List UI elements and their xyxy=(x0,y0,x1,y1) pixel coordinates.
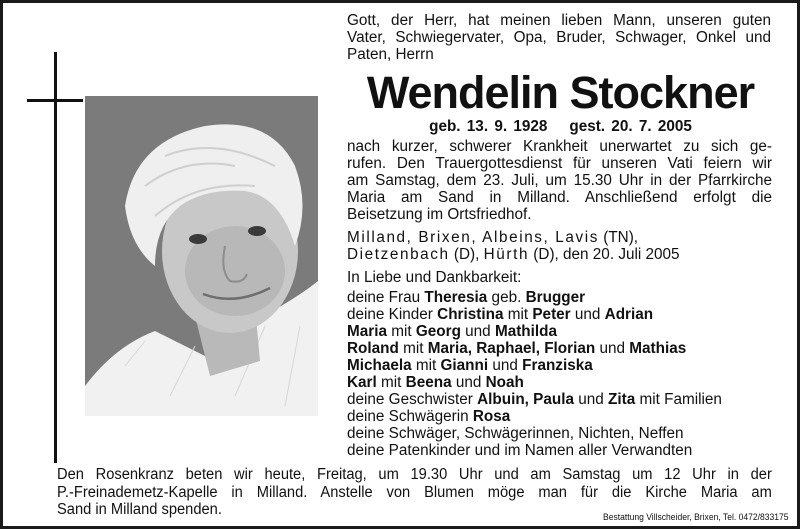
family-member-name: Karl xyxy=(347,374,377,391)
intro-text xyxy=(347,12,771,63)
family-relation-text: deine Kinder xyxy=(347,306,438,323)
places-hurth: Hürth xyxy=(483,246,530,263)
family-relation-text: und xyxy=(451,374,486,391)
family-member-name: Albuin, Paula xyxy=(477,391,574,408)
family-relation-text: mit xyxy=(411,357,441,374)
family-relation-text: und xyxy=(488,357,523,374)
family-member-name: Rosa xyxy=(472,408,511,425)
life-dates xyxy=(348,118,773,136)
family-member-row xyxy=(347,289,787,306)
family-member-row xyxy=(347,340,787,357)
footer-line: Den Rosenkranz beten wir heute, Freitag, um 19.30 Uhr und am Samstag um 12 Uhr in der xyxy=(57,466,772,483)
announcement-line: Maria am Sand in Milland. Anschließend erfolgt die xyxy=(347,189,772,206)
footer-text xyxy=(57,466,773,519)
family-relation-text: und xyxy=(573,391,609,408)
notice-date: (D), den 20. Juli 2005 xyxy=(529,246,680,263)
family-member-name: Maria, Raphael, Florian xyxy=(427,340,596,357)
family-member-name: Franziska xyxy=(522,357,593,374)
announcement-text xyxy=(347,138,772,223)
family-relation-text: mit xyxy=(386,323,416,340)
announcement-line: Beisetzung im Ortsfriedhof. xyxy=(347,206,532,223)
family-relation-text: und xyxy=(570,306,605,323)
family-member-name: Gianni xyxy=(440,357,489,374)
cross-icon-vertical xyxy=(54,52,57,463)
family-member-name: Michaela xyxy=(347,357,412,374)
intro-line: Vater, Schwiegervater, Opa, Bruder, Schwager, Onkel und xyxy=(347,29,771,46)
family-member-row xyxy=(347,357,787,374)
deceased-name: Wendelin Stockner xyxy=(366,67,755,118)
family-member-row xyxy=(347,306,787,323)
family-member-name: Brugger xyxy=(525,289,586,306)
family-member-name: Theresia xyxy=(424,289,488,306)
family-relation-text: mit xyxy=(398,340,428,357)
intro-line: Paten, Herrn xyxy=(347,46,434,63)
family-member-name: Peter xyxy=(532,306,571,323)
family-relation-text: und xyxy=(595,340,630,357)
family-rows xyxy=(347,289,787,459)
family-member-row xyxy=(347,442,787,459)
family-list xyxy=(347,269,787,459)
places-line-1: Milland, Brixen, Albeins, Lavis xyxy=(347,229,599,246)
places-line-2: Dietzenbach xyxy=(347,246,450,263)
family-relation-text: mit xyxy=(376,374,406,391)
family-member-row xyxy=(347,408,787,425)
family-member-row xyxy=(347,425,787,442)
announcement-line: rufen. Den Trauergottesdienst für unseren Vati feiern wir xyxy=(347,155,772,172)
family-relation-text: deine Schwäger, Schwägerinnen, Nichten, Neffen xyxy=(347,425,684,442)
family-member-name: Adrian xyxy=(604,306,654,323)
family-relation-text: deine Frau xyxy=(347,289,425,306)
intro-line: Gott, der Herr, hat meinen lieben Mann, unseren guten xyxy=(347,12,771,29)
family-member-name: Georg xyxy=(415,323,461,340)
portrait-image xyxy=(85,96,318,416)
family-member-name: Christina xyxy=(437,306,504,323)
family-member-name: Roland xyxy=(347,340,399,357)
footer-line: Sand in Milland spenden. xyxy=(57,501,222,518)
birth-date: geb. 13. 9. 1928 xyxy=(429,118,548,135)
places-suffix: (D), xyxy=(449,246,484,263)
cross-icon-horizontal xyxy=(27,99,83,102)
family-relation-text: mit xyxy=(503,306,533,323)
family-member-name: Mathilda xyxy=(494,323,557,340)
portrait-photo xyxy=(85,96,318,416)
family-relation-text: mit Familien xyxy=(635,391,722,408)
family-relation-text: deine Geschwister xyxy=(347,391,478,408)
places-suffix: (TN), xyxy=(598,229,639,246)
places-and-date xyxy=(347,229,772,263)
family-member-row xyxy=(347,374,787,391)
family-member-name: Maria xyxy=(347,323,387,340)
family-relation-text: deine Schwägerin xyxy=(347,408,473,425)
death-date: gest. 20. 7. 2005 xyxy=(569,118,692,135)
family-relation-text: geb. xyxy=(487,289,526,306)
footer-line: P.-Freinademetz-Kapelle in Milland. Anstelle von Blumen möge man für die Kirche Maria am xyxy=(57,483,772,501)
family-member-name: Mathias xyxy=(629,340,687,357)
family-member-name: Zita xyxy=(608,391,636,408)
announcement-line: nach kurzer, schwerer Krankheit unerwartet zu sich ge- xyxy=(347,138,772,155)
family-member-row xyxy=(347,391,787,408)
announcement-line: am Samstag, dem 23. Juli, um 15.30 Uhr in der Pfarrkirche xyxy=(347,172,772,189)
family-member-name: Noah xyxy=(485,374,524,391)
family-relation-text: und xyxy=(460,323,495,340)
family-member-name: Beena xyxy=(405,374,452,391)
family-relation-text: deine Patenkinder und im Namen aller Verwandten xyxy=(347,442,693,459)
family-member-row xyxy=(347,323,787,340)
family-heading: In Liebe und Dankbarkeit: xyxy=(347,269,522,286)
funeral-home-credit: Bestattung Villscheider, Brixen, Tel. 0472/833175 xyxy=(603,512,789,523)
